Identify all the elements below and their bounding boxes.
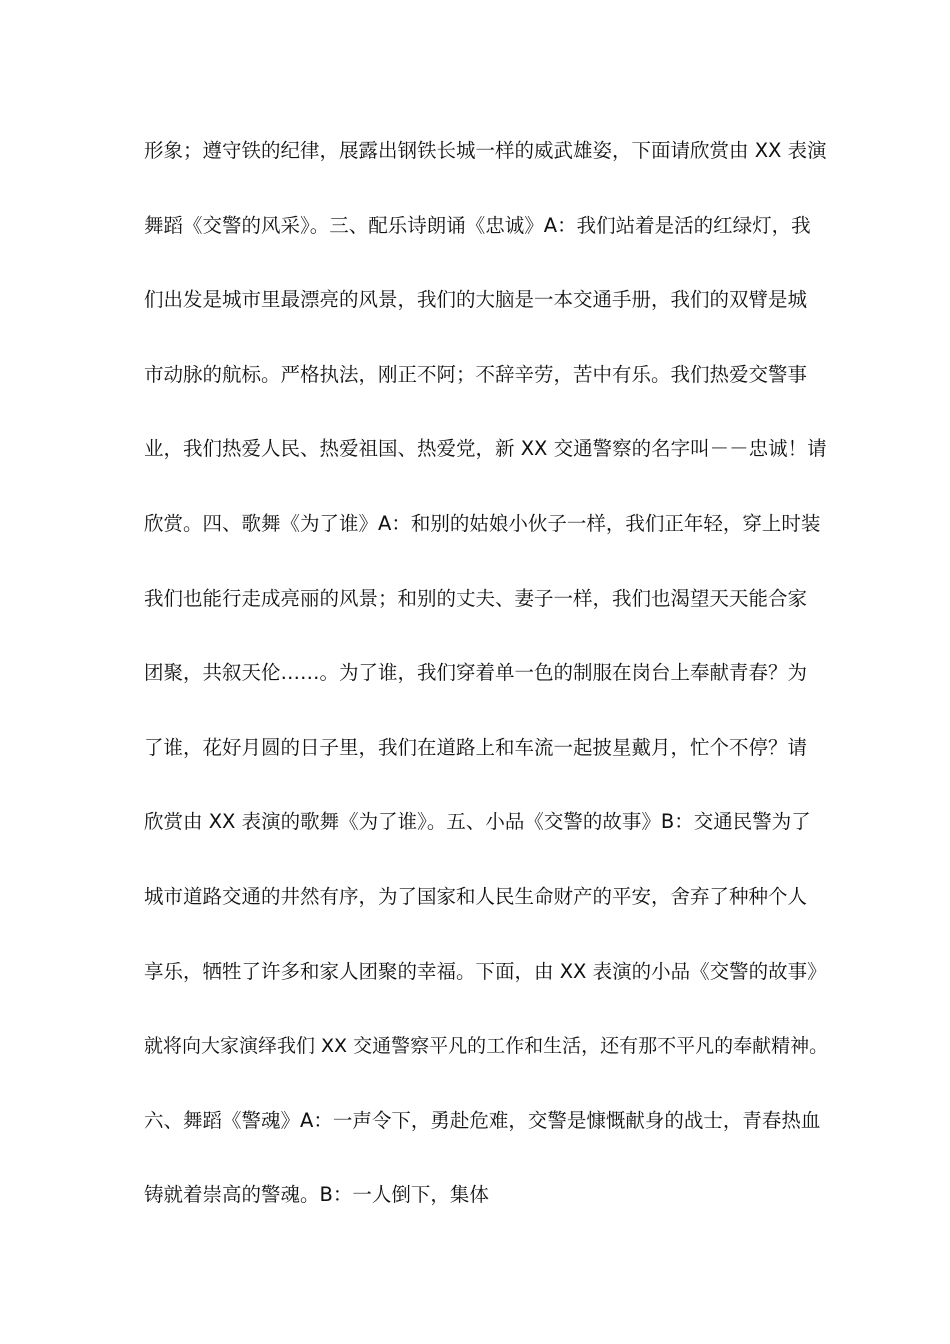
text-line: 业，我们热爱人民、热爱祖国、热爱党，新 XX 交通警察的名字叫－－忠诚！请 [144, 437, 827, 461]
text-line: 城市道路交通的井然有序，为了国家和人民生命财产的平安，舍弃了种种个人 [144, 884, 808, 908]
text-line: 市动脉的航标。严格执法，刚正不阿；不辞辛劳，苦中有乐。我们热爱交警事 [144, 362, 808, 386]
text-line: 我们也能行走成亮丽的风景；和别的丈夫、妻子一样，我们也渴望天天能合家 [144, 586, 808, 610]
text-line: 们出发是城市里最漂亮的风景，我们的大脑是一本交通手册，我们的双臂是城 [144, 288, 808, 312]
text-line: 欣赏。四、歌舞《为了谁》A：和别的姑娘小伙子一样，我们正年轻，穿上时装 [144, 511, 821, 535]
text-line: 形象；遵守铁的纪律，展露出钢铁长城一样的威武雄姿，下面请欣赏由 XX 表演 [144, 139, 827, 162]
text-line: 六、舞蹈《警魂》A：一声令下，勇赴危难，交警是慷慨献身的战士，青春热血 [144, 1108, 821, 1132]
text-line: 欣赏由 XX 表演的歌舞《为了谁》。五、小品《交警的故事》B：交通民警为了 [144, 810, 811, 834]
text-line: 铸就着崇高的警魂。B：一人倒下，集体 [144, 1183, 489, 1207]
text-line: 了谁，花好月圆的日子里，我们在道路上和车流一起披星戴月，忙个不停？请 [144, 735, 808, 759]
text-line: 舞蹈《交警的风采》。三、配乐诗朗诵《忠诚》A：我们站着是活的红绿灯，我 [144, 213, 811, 237]
text-line: 就将向大家演绎我们 XX 交通警察平凡的工作和生活，还有那不平凡的奉献精神。 [144, 1035, 829, 1058]
text-line: 享乐，牺牲了许多和家人团聚的幸福。下面，由 XX 表演的小品《交警的故事》 [144, 959, 827, 983]
body-text [144, 131, 834, 1250]
text-line: 团聚，共叙天伦……。为了谁，我们穿着单一色的制服在岗台上奉献青春？为 [144, 661, 808, 685]
